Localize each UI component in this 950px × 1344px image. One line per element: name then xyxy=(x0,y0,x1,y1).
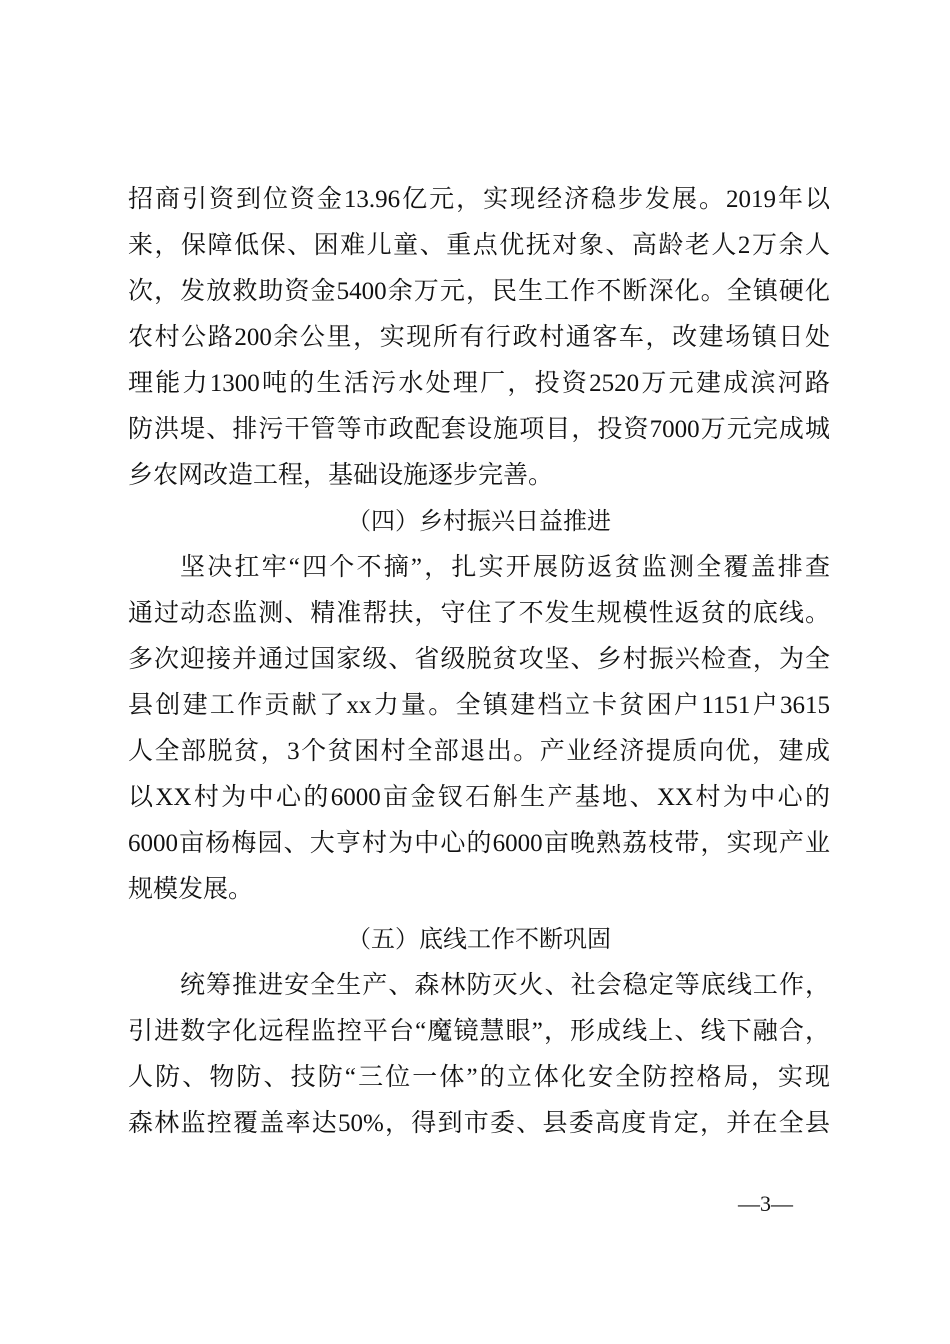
section-heading-5: （五）底线工作不断巩固 xyxy=(347,927,611,953)
text-line: 理能力1300吨的生活污水处理厂，投资2520万元建成滨河路 xyxy=(128,370,830,397)
text-line: 规模发展。 xyxy=(128,876,254,903)
text-line: 乡农网改造工程，基础设施逐步完善。 xyxy=(128,462,554,489)
text-line: 人防、物防、技防“三位一体”的立体化安全防控格局，实现 xyxy=(128,1064,830,1091)
text-line: 引进数字化远程监控平台“魔镜慧眼”，形成线上、线下融合， xyxy=(128,1018,830,1045)
text-line: 招商引资到位资金13.96亿元，实现经济稳步发展。2019年以 xyxy=(128,186,830,213)
text-line: 统筹推进安全生产、森林防灭火、社会稳定等底线工作， xyxy=(180,972,830,999)
text-line: 森林监控覆盖率达50%，得到市委、县委高度肯定，并在全县 xyxy=(128,1110,830,1137)
text-line: 通过动态监测、精准帮扶，守住了不发生规模性返贫的底线。 xyxy=(128,600,830,627)
page-number: —3— xyxy=(738,1191,793,1216)
text-line: 以XX村为中心的6000亩金钗石斛生产基地、XX村为中心的 xyxy=(128,784,830,811)
text-line: 人全部脱贫，3个贫困村全部退出。产业经济提质向优，建成 xyxy=(128,738,830,765)
text-line: 多次迎接并通过国家级、省级脱贫攻坚、乡村振兴检查，为全 xyxy=(128,646,830,673)
text-line: 农村公路200余公里，实现所有行政村通客车，改建场镇日处 xyxy=(128,324,830,351)
text-line: 6000亩杨梅园、大亨村为中心的6000亩晚熟荔枝带，实现产业 xyxy=(128,830,830,857)
text-line: 防洪堤、排污干管等市政配套设施项目，投资7000万元完成城 xyxy=(128,416,830,443)
text-line: 来，保障低保、困难儿童、重点优抚对象、高龄老人2万余人 xyxy=(128,232,830,259)
section-heading-4: （四）乡村振兴日益推进 xyxy=(347,509,611,535)
text-line: 坚决扛牢“四个不摘”，扎实开展防返贫监测全覆盖排查 xyxy=(180,554,830,581)
text-line: 县创建工作贡献了xx力量。全镇建档立卡贫困户1151户3615 xyxy=(128,692,830,719)
text-line: 次，发放救助资金5400余万元，民生工作不断深化。全镇硬化 xyxy=(128,278,830,305)
